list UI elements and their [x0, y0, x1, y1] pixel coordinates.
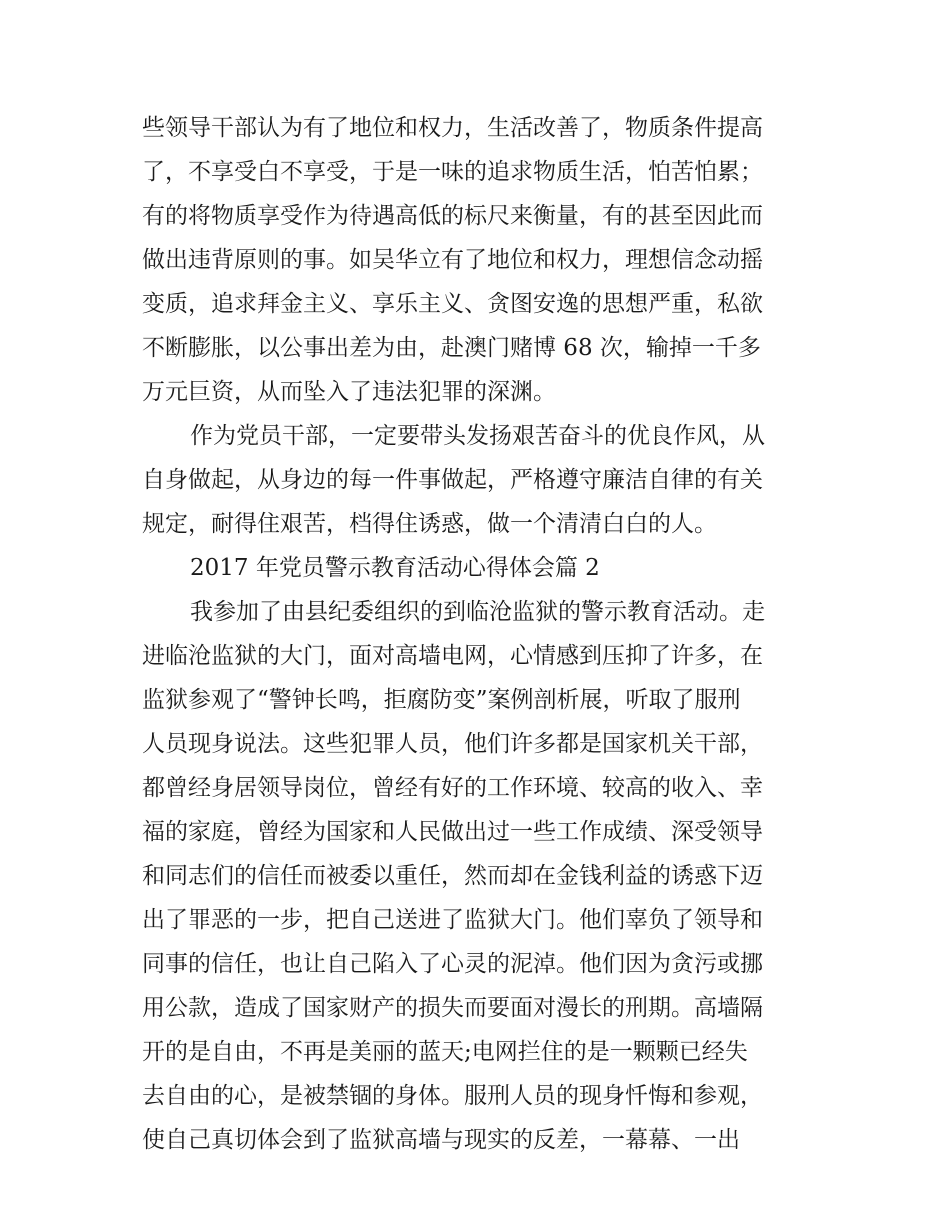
text-line: 有的将物质享受作为待遇高低的标尺来衡量，有的甚至因此而 [142, 203, 763, 229]
text-line: 福的家庭，曾经为国家和人民做出过一些工作成绩、深受领导 [142, 819, 763, 845]
text-line: 使自己真切体会到了监狱高墙与现实的反差，一幕幕、一出 [142, 1127, 740, 1153]
section-heading: 2017 年党员警示教育活动心得体会篇 2 [190, 555, 600, 581]
text-line: 监狱参观了“警钟长鸣，拒腐防变”案例剖析展，听取了服刑 [142, 687, 741, 713]
text-line: 我参加了由县纪委组织的到临沧监狱的警示教育活动。走 [190, 599, 765, 625]
text-line: 万元巨资，从而坠入了违法犯罪的深渊。 [142, 379, 556, 405]
text-line: 些领导干部认为有了地位和权力，生活改善了，物质条件提高 [142, 115, 763, 141]
text-line: 开的是自由，不再是美丽的蓝天;电网拦住的是一颗颗已经失 [142, 1039, 748, 1065]
text-line: 出了罪恶的一步，把自己送进了监狱大门。他们辜负了领导和 [142, 907, 763, 933]
text-line: 规定，耐得住艰苦，档得住诱惑，做一个清清白白的人。 [142, 511, 717, 537]
text-line: 进临沧监狱的大门，面对高墙电网，心情感到压抑了许多，在 [142, 643, 763, 669]
text-line: 同事的信任，也让自己陷入了心灵的泥淖。他们因为贪污或挪 [142, 951, 763, 977]
text-line: 去自由的心，是被禁锢的身体。服刑人员的现身忏悔和参观， [142, 1083, 763, 1109]
text-line: 作为党员干部，一定要带头发扬艰苦奋斗的优良作风，从 [190, 423, 765, 449]
text-line: 人员现身说法。这些犯罪人员，他们许多都是国家机关干部， [142, 731, 763, 757]
text-line: 自身做起，从身边的每一件事做起，严格遵守廉洁自律的有关 [142, 467, 763, 493]
text-line: 了，不享受白不享受，于是一味的追求物质生活，怕苦怕累； [142, 159, 763, 185]
text-line: 用公款，造成了国家财产的损失而要面对漫长的刑期。高墙隔 [142, 995, 763, 1021]
text-line: 和同志们的信任而被委以重任，然而却在金钱利益的诱惑下迈 [142, 863, 763, 889]
text-line: 不断膨胀，以公事出差为由，赴澳门赌博 68 次，输掉一千多 [142, 335, 761, 361]
text-line: 做出违背原则的事。如吴华立有了地位和权力，理想信念动摇 [142, 247, 763, 273]
text-line: 都曾经身居领导岗位，曾经有好的工作环境、较高的收入、幸 [142, 775, 763, 801]
text-line: 变质，追求拜金主义、享乐主义、贪图安逸的思想严重，私欲 [142, 291, 763, 317]
